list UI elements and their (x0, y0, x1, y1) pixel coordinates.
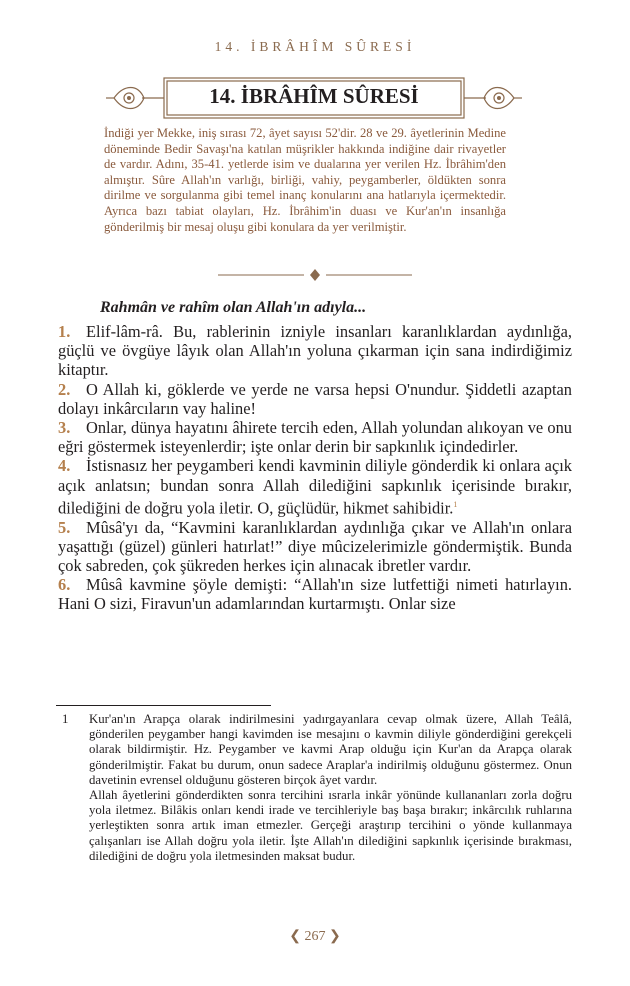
verse-text: Mûsâ kavmine şöyle demişti: “Allah'ın size lutfettiği nimeti hatırlayın. Hani O sizi, Firavun'un adamlarından kurtarmıştı. Onlar size (58, 575, 572, 614)
verse-number: 3. (58, 418, 71, 438)
verse-text: O Allah ki, göklerde ve yerde ne varsa hepsi O'nundur. Şiddetli azaptan dolayı inkârcıların vay haline! (58, 379, 572, 418)
surah-introduction: İndiği yer Mekke, iniş sırası 72, âyet sayısı 52'dir. 28 ve 29. âyetlerinin Medine döneminde Bedir Savaşı'na katılan müşrikler hakkında indiğine dair rivayetler de vardır. Adını, 35-41. yetlerde isim ve dualarına yer verilen Hz. İbrâhim'den almıştır. Sûre Allah'ın varlığı, birliği, vahiy, peygamberler, öldükten sonra dirilme ve sorgulanma gibi temel inanç konularını ana hatlarıyla içermektedir. Ayrıca bazı tabiat olayları, Hz. İbrâhim'in duası ve Kur'an'ın insanlığa gönderilmiş bir mesaj oluşu gibi konulara da yer verilmiştir. (104, 126, 506, 234)
verse-text: Onlar, dünya hayatını âhirete tercih eden, Allah yolundan alıkoyan ve onu eğri göstermek isteyenlerdir; işte onlar derin bir sapkınlık içindedirler. (58, 418, 572, 457)
footnote-reference[interactable]: 1 (453, 499, 458, 509)
folio-right-ornament-icon: ❯ (329, 929, 341, 944)
section-divider-ornament-icon (218, 268, 412, 282)
page-number (0, 928, 630, 945)
footnote-divider (56, 705, 271, 706)
verse (58, 518, 572, 576)
page-number-text: 267 (304, 929, 326, 944)
verse-list (58, 322, 572, 614)
verse-number: 5. (58, 517, 71, 537)
verse (58, 456, 572, 517)
footnote-number: 1 (62, 712, 69, 726)
surah-title-banner (104, 76, 524, 120)
verse-number: 6. (58, 575, 71, 595)
running-head: 14. İBRÂHÎM SÛRESİ (214, 39, 416, 54)
basmala: Rahmân ve rahîm olan Allah'ın adıyla... (100, 299, 367, 316)
verse-number: 1. (58, 322, 71, 341)
footnote-paragraph: Allah âyetlerini gönderdikten sonra tercihini ısrarla inkâr yönünde kullananları zorla doğru yola iletmez. Bilâkis onları kendi irade ve tercihleriyle baş başa bırakır; inkârcılık ruhlarına yerleştikten sonra artık iman etmezler. Gerçeği araştırıp tercihini o yönde kullanmaya çalışanları ise Allah doğru yola iletir. İşte Allah'ın dilediğini sapkınlık içerisinde bırakması, dilediğini de doğru yola iletmesinden maksat budur. (89, 788, 572, 863)
verse-number: 4. (58, 456, 71, 476)
folio-left-ornament-icon: ❮ (289, 929, 301, 944)
verse (58, 322, 572, 380)
verse-number: 2. (58, 379, 71, 399)
verse (58, 575, 572, 613)
verse-text: Mûsâ'yı da, “Kavmini karanlıklardan aydınlığa çıkar ve Allah'ın onlara yaşattığı (güzel) günleri hatırlat!” diye mûcizelerimizle göndermiştik. Bunda çok sabreden, çok şükreden herkes için alınacak ibretler vardır. (58, 517, 572, 575)
surah-title: 14. İBRÂHÎM SÛRESİ (209, 84, 419, 108)
verse (58, 380, 572, 418)
footnote-body (89, 712, 572, 864)
footnote-paragraph: Kur'an'ın Arapça olarak indirilmesini yadırgayanlara cevap olmak üzere, Allah Teâlâ, gönderilen peygamber hangi kavimden ise mesajını o kavmin diliyle gönderdiğini gerekçeli olarak bildirmiştir. Hz. Peygamber ve kavmi Arap olduğu için Kur'an da Arapça olarak gönderilmiştir. Fakat bu durum, onun sadece Araplar'a indirilmiş olduğunu göstermez. Onun davetinin evrensel olduğunu gösteren birçok âyet vardır. (89, 712, 572, 787)
footnote (62, 712, 572, 864)
verse-text: İstisnasız her peygamberi kendi kavminin diliyle gönderdik ki onlara açık açık anlatsın; bundan sonra Allah dilediğini sapkınlık içerisinde bırakır, dilediğini de doğru yola iletir. O, güçlüdür, hikmet sahibidir. (58, 456, 572, 518)
verse (58, 418, 572, 456)
verse-text: Elif-lâm-râ. Bu, rablerinin izniyle insanları karanlıklardan aydınlığa, güçlü ve övgüye lâyık olan Allah'ın yoluna çıkarman için sana indirdiğimiz kitaptır. (58, 322, 572, 380)
